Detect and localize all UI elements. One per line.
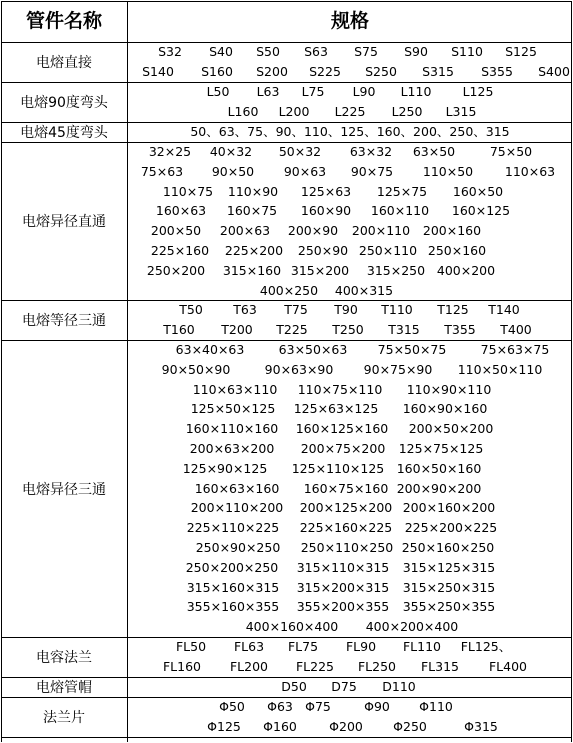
spec-item: 125×63×125 — [293, 401, 379, 417]
spec-item: 225×200 — [224, 243, 284, 258]
spec-item: T63 — [233, 302, 257, 317]
spec-item: 160×63 — [155, 203, 207, 219]
spec-line — [128, 201, 572, 220]
spec-item: 355×200×355 — [296, 599, 390, 615]
spec-item: 75×50×75 — [377, 342, 447, 357]
spec-item: Φ200 — [329, 718, 363, 734]
spec-item: 160×110×160 — [185, 421, 279, 437]
spec-item: L250 — [391, 103, 423, 119]
spec-item: 315×125×315 — [402, 559, 496, 575]
spec-item: 400×315 — [334, 282, 394, 298]
spec-item: S400 — [538, 63, 570, 79]
spec-item: FL400 — [488, 658, 528, 674]
spec-item: 250×110×250 — [300, 540, 394, 555]
spec-item: 63×50 — [412, 144, 456, 159]
spec-line — [128, 538, 572, 557]
spec-item: S50 — [256, 44, 280, 59]
spec-item: 125×90×125 — [182, 460, 268, 476]
spec-line — [128, 142, 572, 161]
spec-item: Φ50 — [219, 699, 245, 714]
spec-item: FL225 — [295, 658, 335, 674]
spec-item: 225×160 — [150, 243, 210, 258]
spec-item: S315 — [422, 63, 454, 79]
spec-item: 160×125 — [451, 203, 511, 219]
spec-item: L110 — [400, 84, 432, 99]
spec-item: 90×75×90 — [363, 361, 433, 377]
spec-item: 250×200 — [146, 262, 206, 278]
spec-item: 50、63、75、90、110、125、160、200、250、315 — [190, 124, 510, 139]
spec-item: S160 — [201, 63, 233, 79]
section-name: 电熔45度弯头 — [20, 125, 108, 141]
spec-line — [128, 697, 572, 716]
spec-item: 160×110 — [370, 203, 430, 219]
spec-line — [128, 62, 572, 81]
spec-line — [128, 360, 572, 379]
spec-item: 200×75×200 — [300, 441, 386, 456]
spec-item: 200×90 — [287, 223, 339, 239]
spec-line — [128, 42, 572, 61]
spec-item: L125 — [462, 84, 494, 99]
spec-line — [128, 419, 572, 438]
spec-item: Φ110 — [419, 699, 453, 714]
spec-item: 200×110×200 — [190, 500, 284, 516]
spec-line — [128, 300, 572, 319]
spec-item: S90 — [404, 44, 428, 59]
spec-item: 315×250×315 — [402, 579, 496, 595]
spec-item: 250×110 — [358, 243, 418, 258]
spec-item: 90×50×90 — [161, 361, 231, 377]
spec-item: 125×110×125 — [291, 460, 385, 476]
spec-item: S355 — [481, 63, 513, 79]
spec-line — [128, 82, 572, 101]
spec-item: 160×90 — [300, 203, 352, 219]
spec-item: L75 — [301, 84, 325, 99]
spec-line — [128, 221, 572, 240]
spec-item: Φ75 — [305, 699, 331, 714]
spec-item: FL200 — [229, 658, 269, 674]
spec-item: 250×200×250 — [185, 559, 279, 575]
spec-item: 90×63×90 — [264, 361, 334, 377]
spec-item: 400×200 — [436, 262, 496, 278]
spec-item: 315×110×315 — [296, 559, 390, 575]
spec-line — [128, 281, 572, 300]
spec-item: 110×63×110 — [192, 381, 278, 397]
spec-item: S110 — [451, 44, 483, 59]
section-name: 电熔直接 — [36, 55, 92, 71]
spec-item: 315×200 — [290, 262, 350, 278]
spec-item: FL63 — [233, 639, 265, 654]
spec-item: Φ160 — [263, 718, 297, 734]
spec-item: T110 — [381, 302, 413, 317]
spec-item: 110×50×110 — [457, 361, 543, 377]
spec-item: FL250 — [357, 658, 397, 674]
spec-line — [128, 439, 572, 458]
spec-item: 110×75×110 — [297, 381, 383, 397]
header-name: 管件名称 — [25, 10, 102, 32]
spec-item: 400×160×400 — [245, 619, 339, 635]
spec-item: 75×50 — [489, 144, 533, 159]
spec-item: 75×63×75 — [480, 342, 550, 357]
spec-item: 63×50×63 — [278, 342, 348, 357]
spec-item: T200 — [221, 321, 253, 337]
spec-item: 90×75 — [350, 163, 394, 179]
spec-item: L315 — [445, 103, 477, 119]
spec-item: 90×63 — [283, 163, 327, 179]
spec-item: L160 — [227, 103, 259, 119]
spec-item: T90 — [334, 302, 358, 317]
spec-line — [128, 657, 572, 676]
spec-item: FL75 — [287, 639, 319, 654]
spec-item: 250×90×250 — [195, 540, 281, 555]
spec-item: 200×160 — [422, 223, 482, 239]
spec-line — [128, 380, 572, 399]
section-name: 法兰片 — [43, 710, 85, 726]
spec-item: FL50 — [175, 639, 207, 654]
section-name: 电容法兰 — [36, 650, 92, 666]
spec-line — [128, 261, 572, 280]
spec-item: 125×75×125 — [398, 441, 484, 456]
header-spec: 规格 — [330, 10, 369, 32]
spec-line — [128, 597, 572, 616]
spec-item: S200 — [256, 63, 288, 79]
spec-item: 160×90×160 — [402, 401, 488, 417]
spec-item: Φ250 — [393, 718, 427, 734]
spec-item: 160×75 — [226, 203, 278, 219]
spec-item: 160×125×160 — [295, 421, 389, 437]
spec-item: T125 — [437, 302, 469, 317]
spec-item: FL160 — [162, 658, 202, 674]
spec-item: 355×250×355 — [402, 599, 496, 615]
spec-line — [128, 717, 572, 736]
spec-item: 200×63×200 — [189, 441, 275, 456]
spec-item: L50 — [206, 84, 230, 99]
spec-item: 200×160×200 — [402, 500, 496, 516]
spec-item: L200 — [278, 103, 310, 119]
spec-line — [128, 102, 572, 121]
spec-item: 250×160 — [427, 243, 487, 258]
section-name: 电熔异径三通 — [22, 481, 106, 498]
section-name: 电熔异径直通 — [22, 214, 106, 230]
row-divider — [1, 1, 572, 2]
spec-item: S40 — [209, 44, 233, 59]
spec-item: FL90 — [345, 639, 377, 654]
spec-item: 125×63 — [300, 183, 352, 199]
spec-item: 110×90×110 — [406, 381, 492, 397]
spec-item: S63 — [304, 44, 328, 59]
spec-item: 200×110 — [351, 223, 411, 239]
spec-item: 110×50 — [422, 163, 474, 179]
spec-item: T75 — [284, 302, 308, 317]
spec-item: 160×50 — [452, 183, 504, 199]
spec-item: 75×63 — [140, 163, 184, 179]
spec-item: T50 — [179, 302, 203, 317]
spec-item: 110×90 — [227, 183, 279, 199]
spec-item: Φ63 — [267, 699, 293, 714]
spec-line — [128, 162, 572, 181]
spec-item: S75 — [354, 44, 378, 59]
spec-line — [128, 399, 572, 418]
spec-item: 200×63 — [219, 223, 271, 239]
spec-item: L63 — [256, 84, 280, 99]
spec-line — [128, 637, 572, 656]
spec-item: 200×125×200 — [299, 500, 393, 516]
spec-item: 355×160×355 — [186, 599, 280, 615]
spec-line — [128, 617, 572, 636]
spec-line — [128, 578, 572, 597]
spec-item: 225×200×225 — [404, 520, 498, 536]
spec-item: S225 — [309, 63, 341, 79]
spec-item: T315 — [388, 321, 420, 337]
spec-item: 225×110×225 — [186, 520, 280, 536]
spec-line — [128, 498, 572, 517]
spec-item: 315×250 — [366, 262, 426, 278]
spec-item: 160×75×160 — [303, 480, 389, 496]
spec-item: Φ90 — [364, 699, 390, 714]
spec-item: 315×160×315 — [186, 579, 280, 595]
spec-item: 63×40×63 — [175, 342, 245, 357]
spec-item: L90 — [352, 84, 376, 99]
spec-item: 400×250 — [259, 282, 319, 298]
spec-item: 50×32 — [278, 144, 322, 159]
spec-item: T250 — [332, 321, 364, 337]
spec-item: 200×90×200 — [396, 480, 482, 496]
spec-item: 250×90 — [297, 243, 349, 258]
row-divider — [1, 737, 572, 738]
spec-item: 110×75 — [162, 183, 214, 199]
spec-item: T160 — [163, 321, 195, 337]
spec-line — [128, 122, 572, 141]
spec-item: 63×32 — [349, 144, 393, 159]
spec-item: S250 — [365, 63, 397, 79]
spec-table — [1, 1, 572, 742]
spec-line — [128, 320, 572, 339]
spec-item: T225 — [276, 321, 308, 337]
spec-item: T400 — [500, 321, 532, 337]
spec-line — [128, 241, 572, 260]
spec-item: L225 — [334, 103, 366, 119]
spec-item: D110 — [382, 679, 416, 694]
spec-item: 160×50×160 — [396, 460, 482, 476]
spec-item: 225×160×225 — [299, 520, 393, 536]
spec-line — [128, 558, 572, 577]
spec-item: 200×50 — [150, 223, 202, 239]
spec-item: 125×75 — [376, 183, 428, 199]
spec-item: S32 — [158, 44, 182, 59]
spec-item: S125 — [505, 44, 537, 59]
spec-item: 315×160 — [222, 262, 282, 278]
spec-item: T140 — [488, 302, 520, 317]
spec-item: FL110 — [402, 639, 442, 654]
spec-item: 160×63×160 — [194, 480, 280, 496]
spec-item: 90×50 — [211, 163, 255, 179]
spec-item: Φ125 — [207, 718, 241, 734]
spec-line — [128, 182, 572, 201]
spec-line — [128, 459, 572, 478]
spec-item: FL315 — [420, 658, 460, 674]
spec-item: 125×50×125 — [190, 401, 276, 417]
section-name: 电熔等径三通 — [22, 313, 106, 329]
spec-line — [128, 677, 572, 696]
spec-item: T355 — [444, 321, 476, 337]
section-name: 电熔90度弯头 — [20, 95, 108, 111]
spec-item: 400×200×400 — [365, 619, 459, 635]
spec-item: 200×50×200 — [408, 421, 494, 437]
spec-item: 250×160×250 — [401, 540, 495, 555]
spec-item: D50 — [281, 679, 307, 694]
spec-item: S140 — [142, 63, 174, 79]
spec-item: D75 — [331, 679, 357, 694]
spec-item: Φ315 — [464, 718, 498, 734]
spec-item: 110×63 — [504, 163, 556, 179]
spec-item: 32×25 — [148, 144, 192, 159]
spec-item: 315×200×315 — [296, 579, 390, 595]
spec-line — [128, 518, 572, 537]
spec-line — [128, 479, 572, 498]
spec-line — [128, 340, 572, 359]
spec-item: 40×32 — [209, 144, 253, 159]
spec-item: FL125、 — [460, 639, 512, 654]
section-name: 电熔管帽 — [36, 680, 92, 696]
